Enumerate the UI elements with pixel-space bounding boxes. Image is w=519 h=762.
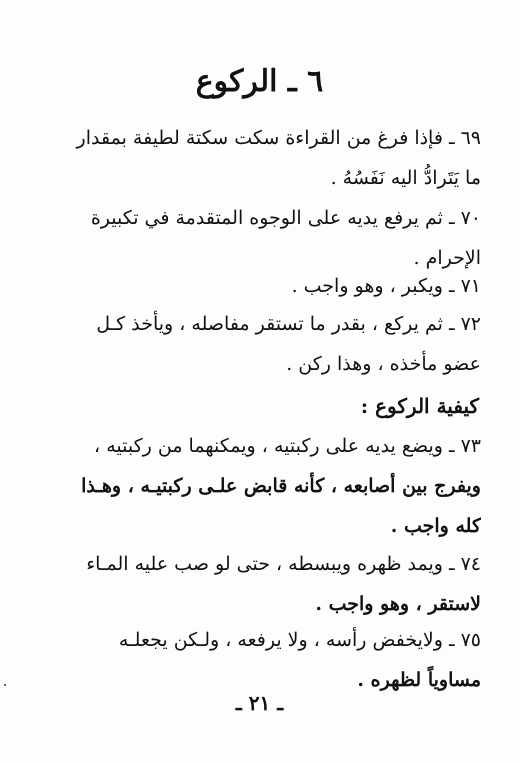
paragraph-line: الإحرام .: [413, 247, 481, 269]
paragraph-line: ما يَتَرادُّ اليه نَفَسُهُ .: [330, 167, 481, 189]
paragraph-line: كله واجب .: [390, 515, 481, 537]
section-subheading: كيفية الركوع :: [360, 394, 479, 418]
paragraph-69: [40, 118, 481, 198]
paragraph-line: مساوياً لظهره .: [357, 669, 481, 691]
paragraph-line: ٦٩ ـ فإذا فرغ من القراءة سكت سكتة لطيفة بمقدار: [76, 127, 481, 149]
page-number: ـ ٢١ ـ: [235, 691, 284, 715]
paragraph-line: عضو مأخذه ، وهذا ركن .: [286, 353, 481, 375]
paragraph-72: [40, 304, 481, 384]
paragraph-line: ٧٤ ـ ويمد ظهره ويبسطه ، حتى لو صب عليه المـاء: [86, 553, 481, 575]
paragraph-line: ويفرج بين أصابعه ، كأنه قابض علـى ركبتيـه ، وهـذا: [81, 475, 481, 497]
paragraph-line: ٧٢ ـ ثم يركع ، بقدر ما تستقر مفاصله ، ويأخذ كـل: [96, 313, 481, 335]
paragraph-line: ٧٥ ـ ولايخفض رأسه ، ولا يرفعه ، ولـكن يجعلـه: [118, 629, 481, 651]
paragraph-71: [40, 266, 481, 306]
paragraph-line: ٧١ ـ ويكبر ، وهو واجب .: [291, 275, 481, 297]
paragraph-73: [40, 426, 481, 546]
paragraph-line: ٧٣ ـ ويضع يديه على ركبتيه ، ويمكنهما من ركبتيه ،: [94, 435, 481, 457]
scan-speck: [4, 684, 6, 686]
paragraph-line: ٧٠ ـ ثم يرفع يديه على الوجوه المتقدمة في تكبيرة: [90, 207, 481, 229]
paragraph-line: لاستقر ، وهو واجب .: [315, 593, 481, 615]
chapter-heading: ٦ ـ الركوع: [195, 64, 324, 99]
paragraph-74: [40, 544, 481, 624]
